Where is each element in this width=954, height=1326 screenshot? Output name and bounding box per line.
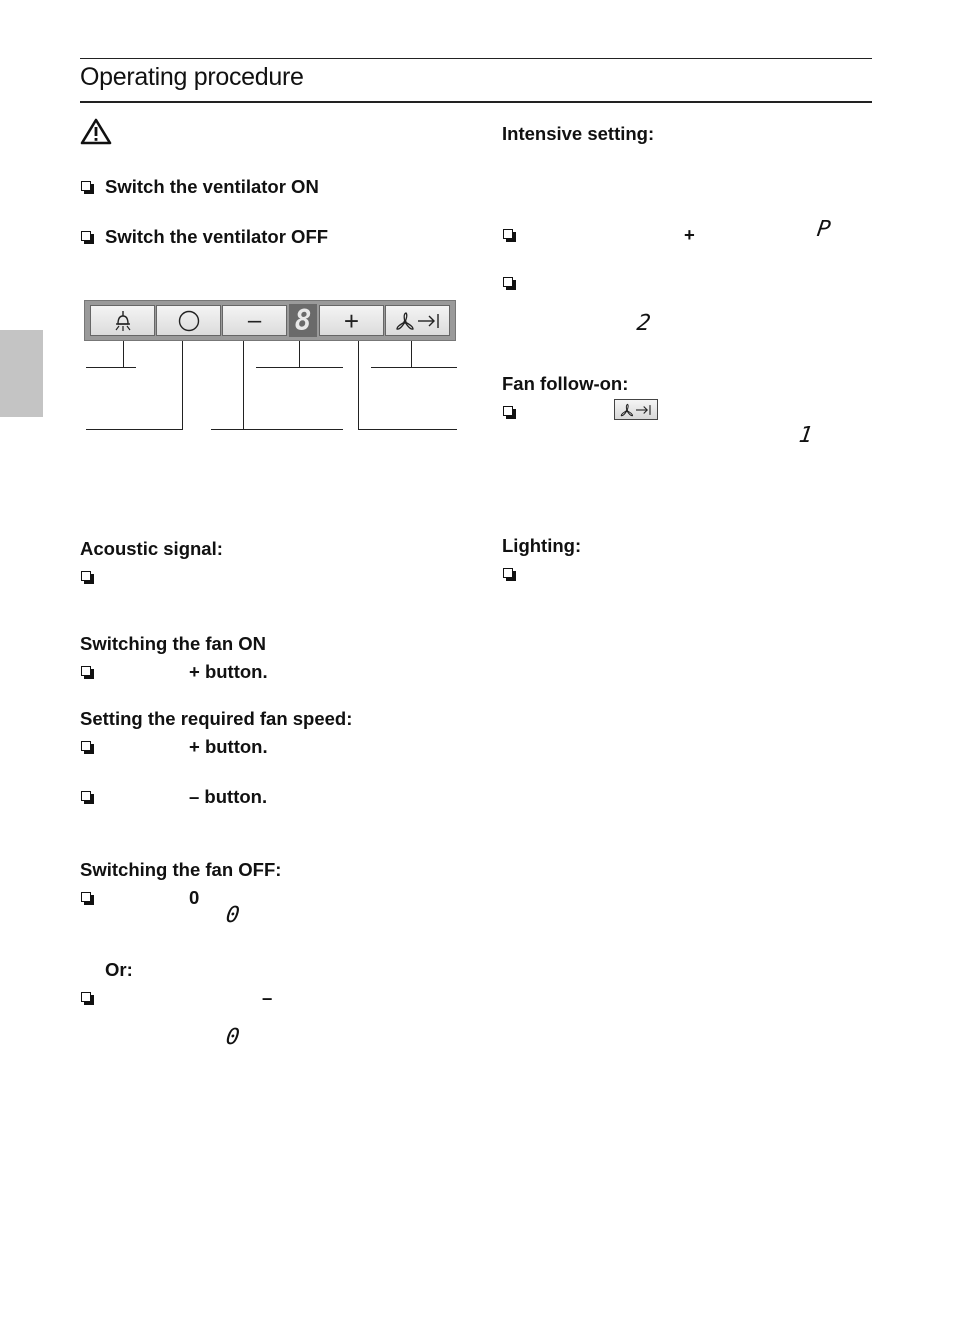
bullet: [503, 406, 513, 416]
callout-line: [243, 341, 244, 429]
light-button[interactable]: [90, 305, 155, 336]
fan-off-item-minus: –: [262, 987, 273, 1008]
display-two: 2: [635, 311, 653, 336]
callout-line: [299, 341, 300, 367]
plus-symbol: +: [343, 305, 360, 336]
callout-line: [358, 341, 359, 429]
plus-button[interactable]: [319, 305, 384, 336]
callout-line: [182, 341, 183, 429]
fan-arrow-icon: [618, 403, 654, 417]
callout-line: [211, 429, 343, 430]
bullet: [81, 992, 91, 1002]
fan-level-display: [289, 304, 317, 337]
fan-speed-heading: Setting the required fan speed:: [80, 708, 353, 729]
fan-followon-button[interactable]: [385, 305, 450, 336]
lamp-icon: [111, 310, 135, 332]
callout-line: [86, 429, 183, 430]
callout-line: [123, 341, 124, 367]
switch-on-text: Switch the ventilator ON: [105, 176, 319, 197]
fan-speed-item-plus: + button.: [189, 736, 268, 757]
fan-followon-button-inline: [614, 399, 658, 420]
fan-on-item: + button.: [189, 661, 268, 682]
callout-line: [371, 367, 457, 368]
followon-heading: Fan follow-on:: [502, 373, 629, 394]
page-title: Operating procedure: [80, 63, 304, 91]
acoustic-heading: Acoustic signal:: [80, 538, 223, 559]
display-zero: 0: [224, 1025, 242, 1050]
bullet: [81, 892, 91, 902]
warning-triangle-icon: [80, 118, 112, 145]
title-rule: [80, 101, 872, 103]
callout-line: [256, 367, 343, 368]
bullet: [81, 741, 91, 751]
bullet: [81, 181, 91, 191]
minus-button[interactable]: [222, 305, 287, 336]
display-p: P: [815, 217, 833, 242]
circle-power-icon: [177, 309, 201, 333]
intensive-item-plus: +: [684, 224, 695, 245]
power-button[interactable]: [156, 305, 221, 336]
fan-off-heading: Switching the fan OFF:: [80, 859, 282, 880]
display-zero: 0: [224, 903, 242, 928]
fan-arrow-icon: [394, 311, 442, 331]
intensive-heading: Intensive setting:: [502, 123, 655, 144]
fan-off-item-zero: 0: [189, 887, 200, 908]
minus-symbol: –: [247, 306, 262, 334]
display-one: 1: [797, 423, 815, 448]
top-rule: [80, 58, 872, 59]
bullet: [81, 666, 91, 676]
display-digit: 8: [294, 304, 312, 337]
bullet: [81, 571, 91, 581]
callout-line: [86, 367, 136, 368]
bullet: [81, 791, 91, 801]
side-tab: [0, 330, 43, 417]
bullet: [503, 229, 513, 239]
bullet: [81, 231, 91, 241]
control-panel: [84, 300, 456, 341]
fan-on-heading: Switching the fan ON: [80, 633, 267, 654]
switch-off-text: Switch the ventilator OFF: [105, 226, 329, 247]
callout-line: [358, 429, 457, 430]
bullet: [503, 277, 513, 287]
bullet: [503, 568, 513, 578]
callout-line: [411, 341, 412, 367]
fan-speed-item-minus: – button.: [189, 786, 268, 807]
lighting-heading: Lighting:: [502, 535, 582, 556]
or-label: Or:: [105, 959, 133, 980]
